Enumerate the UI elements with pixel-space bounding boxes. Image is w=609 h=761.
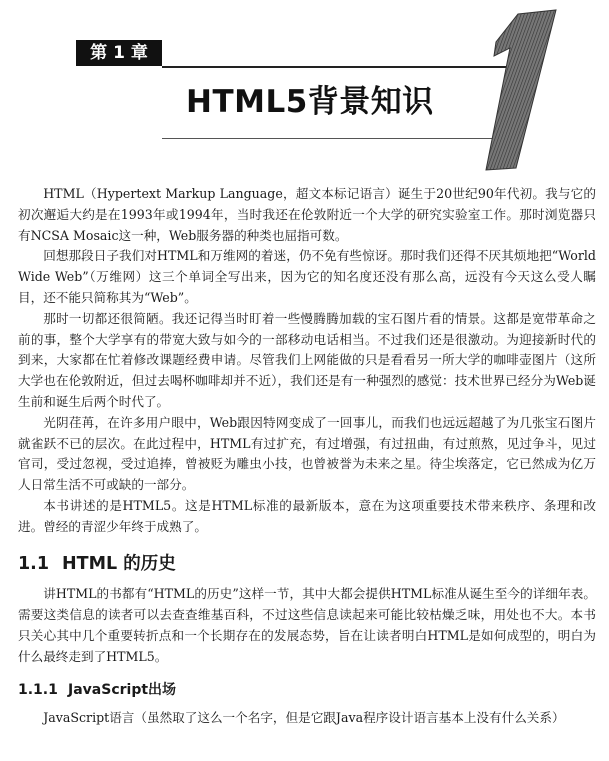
chapter-number: 1 — [456, 8, 457, 9]
section-title: HTML 的历史 — [62, 553, 176, 574]
chapter-title: HTML5背景知识 — [186, 84, 434, 120]
paragraph-5: 本书讲述的是HTML5。这是HTML标准的最新版本，意在为这项重要技术带来秩序、条理和改进。曾经的青涩少年终于成熟了。 — [18, 497, 596, 534]
paragraph-2: 回想那段日子我们对HTML和万维网的着迷，仍不免有些惊讶。那时我们还得不厌其烦地把“World Wide Web”（万维网）这三个单词全写出来，因为它的知名度还没有那么高，远没有今天这么受人瞩目，还不能只简称其为“Web”。 — [18, 248, 596, 305]
chapter-number-graphic — [456, 8, 566, 178]
body-text — [18, 184, 596, 729]
paragraph-1: HTML（Hypertext Markup Language，超文本标记语言）诞生于20世纪90年代初。我与它的初次邂逅大约是在1993年或1994年，当时我还在伦敦附近一个大学的研究实验室工作。那时浏览器只有NCSA Mosaic这一种，Web服务器的种类也屈指可数。 — [18, 186, 596, 243]
subsection-heading — [18, 680, 596, 701]
section-number: 1.1 — [18, 553, 50, 574]
subsection-paragraph: JavaScript语言（虽然取了这么一个名字，但是它跟Java程序设计语言基本上没有什么关系） — [43, 710, 565, 726]
subsection-number: 1.1.1 — [18, 681, 58, 698]
section-paragraph: 讲HTML的书都有“HTML的历史”这样一节，其中大都会提供HTML标准从诞生至今的详细年表。需要这类信息的读者可以去查查维基百科，不过这些信息读起来可能比较枯燥乏味，用处也不大。本书只关心其中几个重要转折点和一个长期存在的发展态势，旨在让读者明白HTML是如何成型的，明白为什么最终走到了HTML5。 — [18, 586, 596, 664]
paragraph-4: 光阴荏苒，在许多用户眼中，Web跟因特网变成了一回事儿，而我们也远远超越了为几张宝石图片就雀跃不已的层次。在此过程中，HTML有过扩充，有过增强，有过扭曲，有过煎熬，见过争斗，见过官司，受过忽视，受过追捧，曾被贬为雕虫小技，也曾被誉为未来之星。待尘埃落定，它已然成为亿万人日常生活不可或缺的一部分。 — [18, 414, 596, 493]
paragraph-3: 那时一切都还很简陋。我还记得当时盯着一些慢腾腾加载的宝石图片看的情景。这都是宽带革命之前的事，整个大学享有的带宽大致与如今的一部移动电话相当。不过我们还是很激动。为迎接新时代的到来，大家都在忙着修改课题经费申请。尽管我们上网能做的只是看看另一所大学的咖啡壶图片（这所大学也在伦敦附近，但过去喝杯咖啡却并不近），我们还是有一种强烈的感觉：技术世界已经分为Web诞生前和诞生后两个时代了。 — [18, 310, 596, 409]
chapter-tag: 第 1 章 — [76, 40, 162, 66]
subsection-title: JavaScript出场 — [68, 681, 177, 698]
section-heading — [18, 554, 596, 575]
